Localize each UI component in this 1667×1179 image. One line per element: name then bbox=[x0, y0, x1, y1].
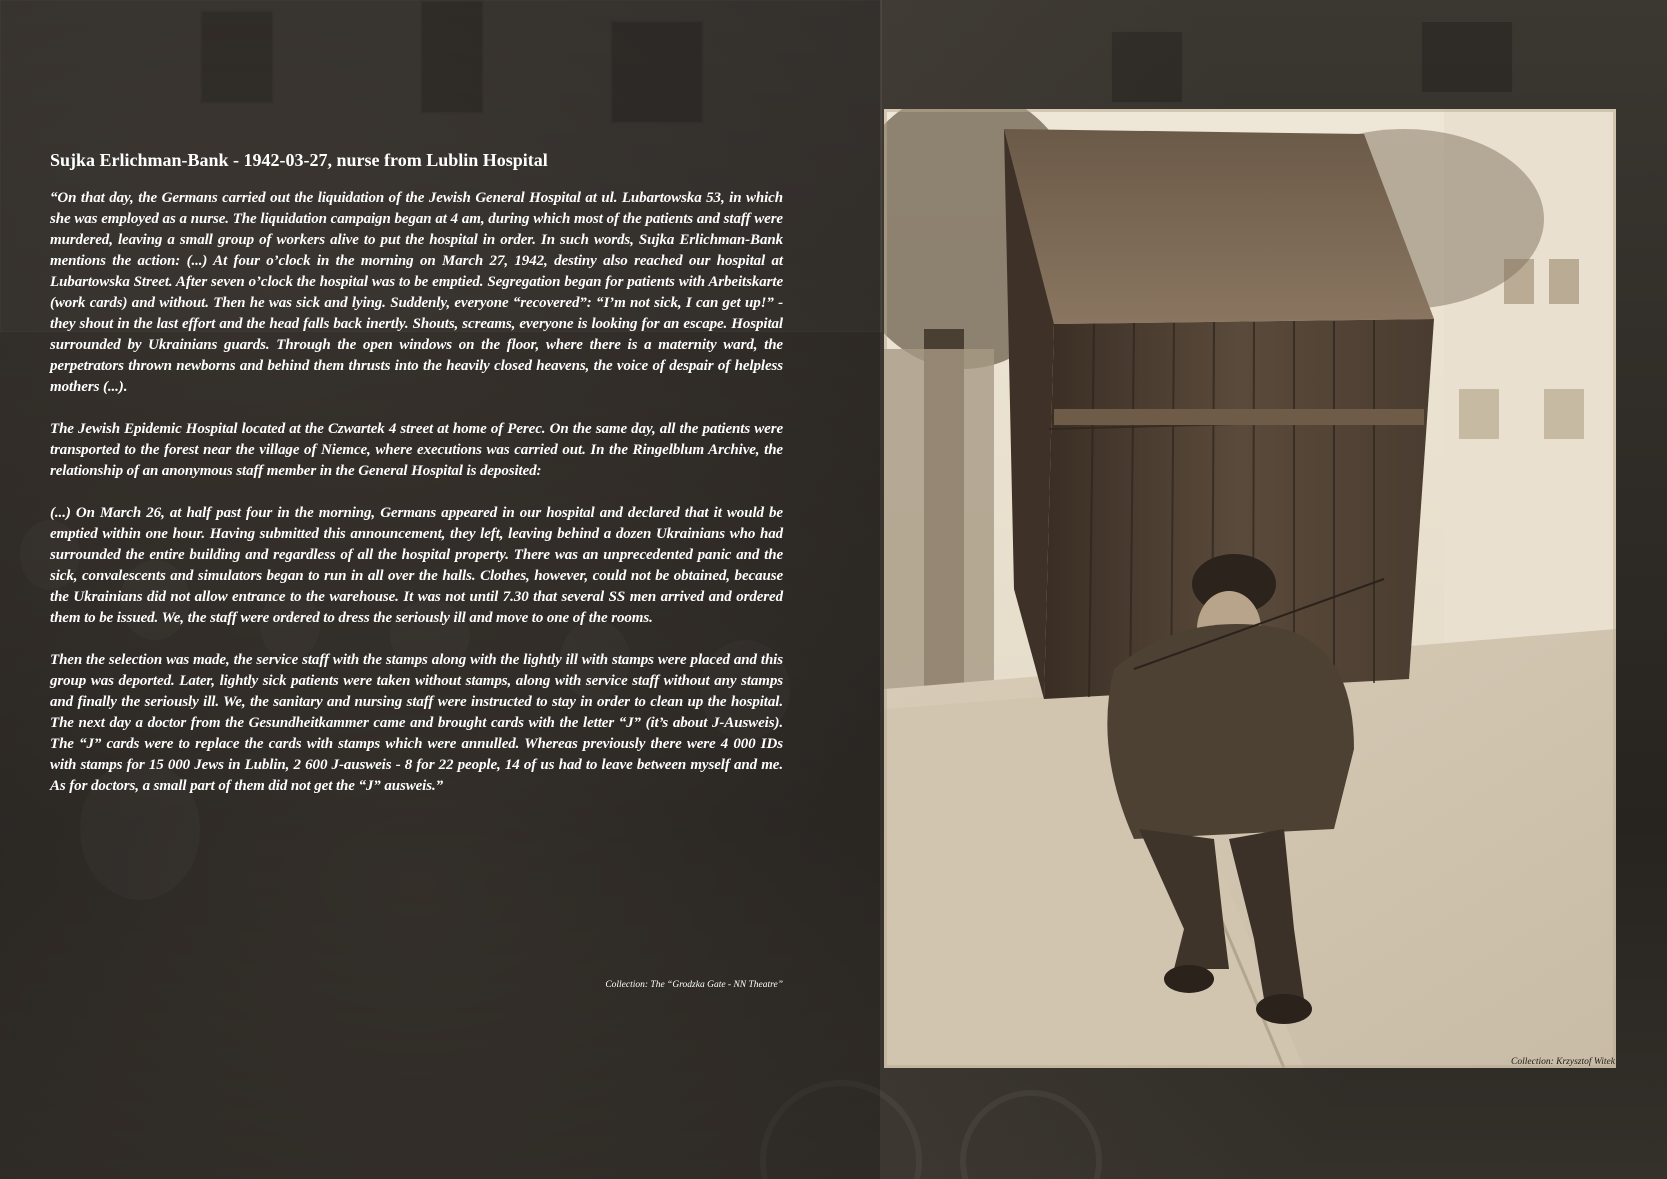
background-window bbox=[1420, 20, 1514, 94]
background-cart-wheel bbox=[960, 1090, 1102, 1179]
collection-credit-left: Collection: The “Grodzka Gate - NN Theatre” bbox=[605, 980, 783, 990]
crate-band bbox=[1054, 409, 1424, 425]
photo-building-window bbox=[1544, 389, 1584, 439]
paragraph: (...) On March 26, at half past four in the morning, Germans appeared in our hospital and declared that it would be emptied within one hour. Having submitted this announcement, they left, leaving behind a dozen Ukrainians who had surrounded the entire building and regardless of all the hospital property. There was an unprecedented panic and the sick, convalescents and simulators began to run in all over the halls. Clothes, however, could not be obtained, because the Ukrainians did not allow entrance to the warehouse. It was not until 7.30 that several SS men arrived and ordered them to be issued. We, the staff were ordered to dress the seriously ill and move to one of the rooms. bbox=[50, 505, 783, 626]
photo-building-window bbox=[1459, 389, 1499, 439]
page-title: Sujka Erlichman-Bank - 1942-03-27, nurse from Lublin Hospital bbox=[50, 150, 548, 170]
photo-illustration bbox=[884, 109, 1616, 1068]
crate-lid bbox=[1004, 129, 1434, 324]
photo-left-building bbox=[884, 349, 994, 689]
collection-credit-right: Collection: Krzysztof Witek bbox=[1511, 1057, 1615, 1067]
porter-boot-left bbox=[1164, 965, 1214, 993]
historical-photo bbox=[884, 109, 1616, 1068]
background-window bbox=[1110, 30, 1184, 104]
porter-boot-right bbox=[1256, 994, 1312, 1024]
porter-coat bbox=[1107, 624, 1354, 839]
paragraph: Then the selection was made, the service staff with the stamps along with the lightly ill with stamps were placed and this group was deported. Later, lightly sick patients were taken without stamps, along with service staff without any stamps and finally the seriously ill. We, the sanitary and nursing staff were instructed to stay in order to clean up the hospital. The next day a doctor from the Gesundheitkammer came and brought cards with the letter “J” (it’s about J-Ausweis). The “J” cards were to replace the cards with stamps which were annulled. Whereas previously there were 4 000 IDs with stamps for 15 000 Jews in Lublin, 2 600 J-ausweis - 8 for 22 people, 14 of us had to leave between myself and me. As for doctors, a small part of them did not get the “J” ausweis.” bbox=[50, 652, 783, 794]
paragraph: “On that day, the Germans carried out the liquidation of the Jewish General Hospital at ul. Lubartowska 53, in which she was employed as a nurse. The liquidation campaign began at 4 am, during which most of the patients and staff were murdered, leaving a small group of workers alive to put the hospital in order. In such words, Sujka Erlichman-Bank mentions the action: (...) At four o’clock in the morning on March 27, 1942, destiny also reached our hospital at Lubartowska Street. After seven o’clock the hospital was to be emptied. Segregation began for patients with Arbeitskarte (work cards) and without. Then he was sick and lying. Suddenly, everyone “recovered”: “I’m not sick, I can get up!” - they shout in the last effort and the head falls back inertly. Shouts, screams, everyone is looking for an escape. Hospital surrounded by Ukrainians guards. Through the open windows on the floor, where there is a maternity ward, the perpetrators thrown newborns and behind them thrusts into the heavily closed heavens, the voice of despair of helpless mothers (...). bbox=[50, 190, 783, 395]
photo-building-window bbox=[1549, 259, 1579, 304]
article-text bbox=[50, 148, 783, 818]
paragraph: The Jewish Epidemic Hospital located at the Czwartek 4 street at home of Perec. On the same day, all the patients were transported to the forest near the village of Niemce, where executions was carried out. In the Ringelblum Archive, the relationship of an anonymous staff member in the General Hospital is deposited: bbox=[50, 421, 783, 479]
